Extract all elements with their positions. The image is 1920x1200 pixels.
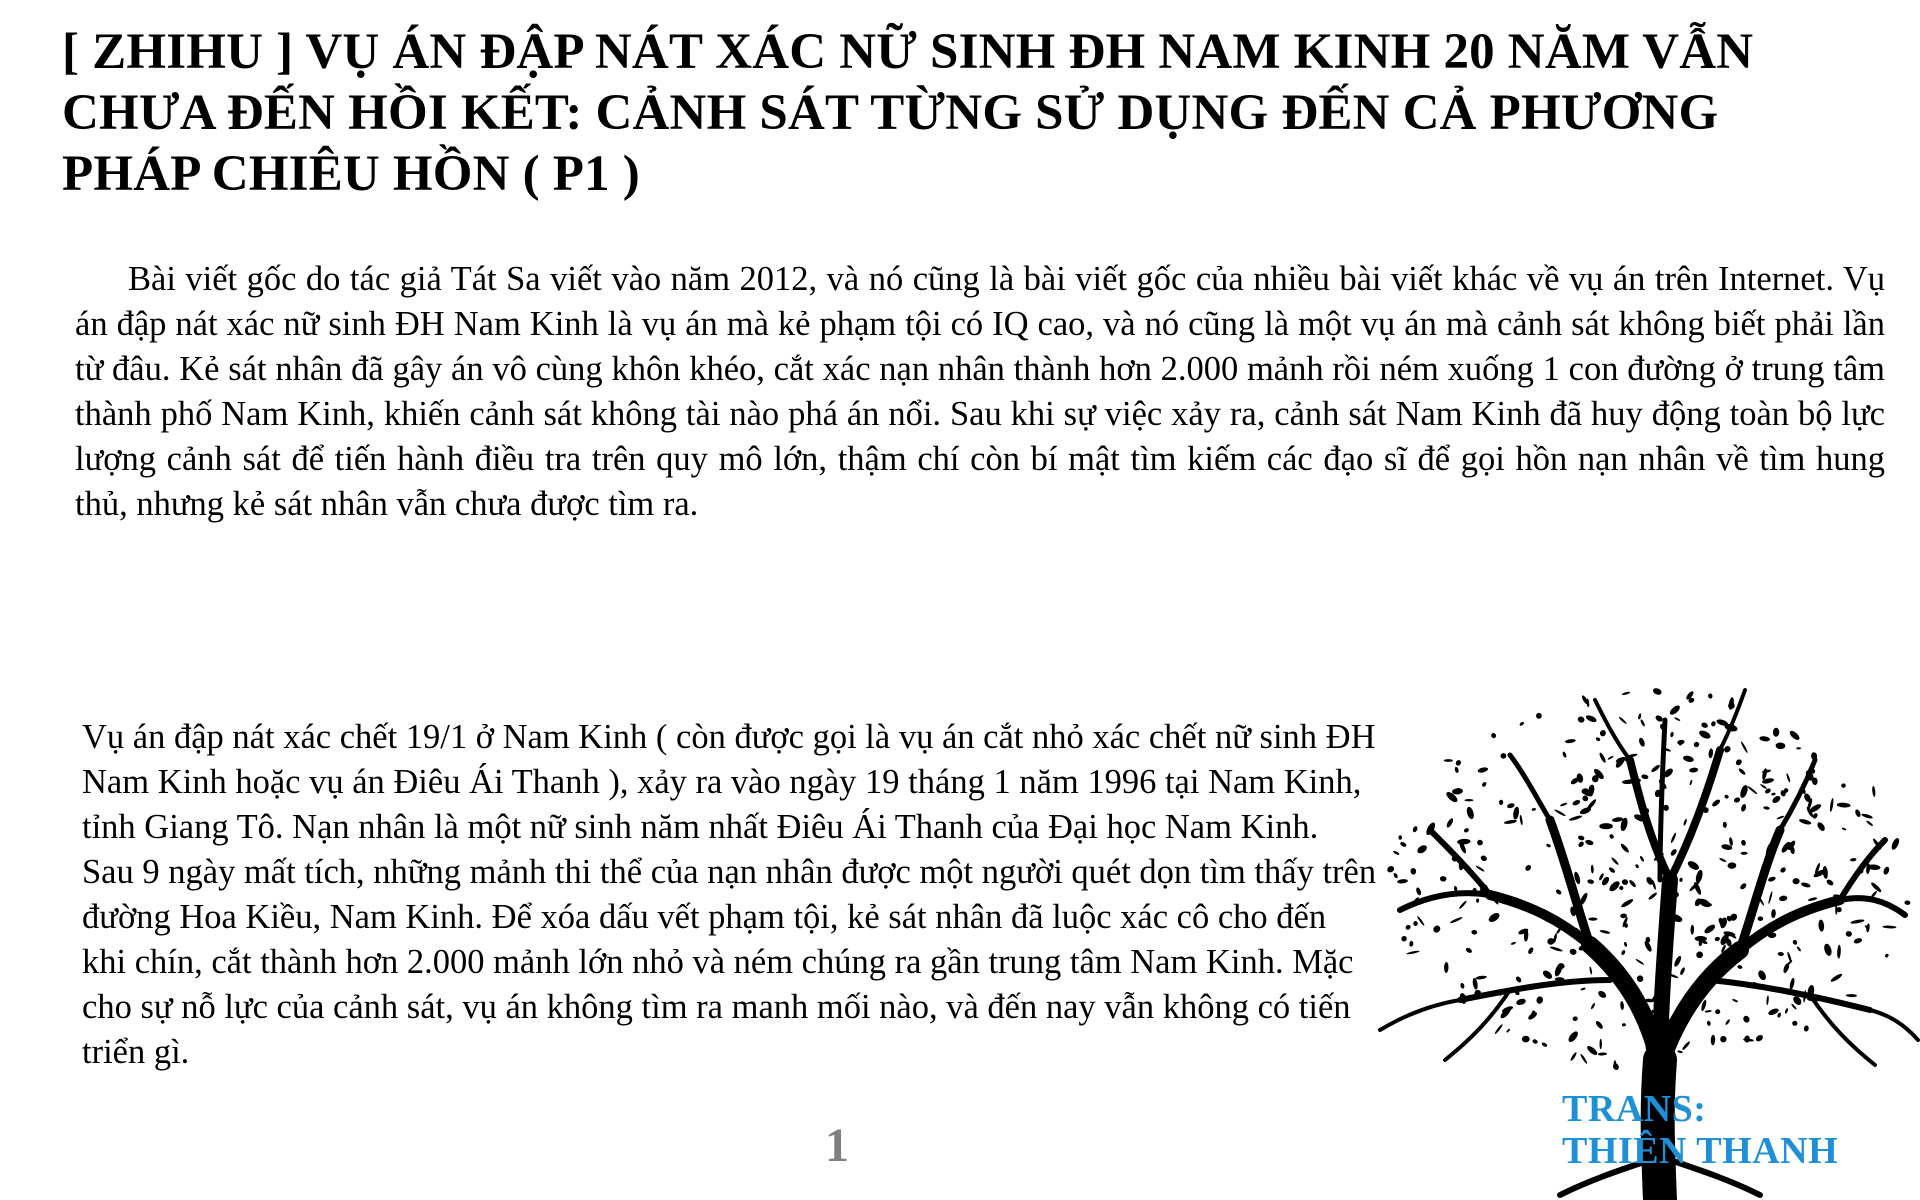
tree-leaf-icon <box>1522 1036 1530 1043</box>
tree-leaf-icon <box>1668 704 1681 717</box>
tree-leaf-icon <box>1444 759 1453 762</box>
tree-leaf-icon <box>1586 1044 1599 1056</box>
tree-leaf-icon <box>1845 931 1852 938</box>
tree-leaf-icon <box>1541 1042 1548 1048</box>
tree-leaf-icon <box>1727 862 1736 869</box>
tree-leaf-icon <box>1801 882 1812 889</box>
tree-leaf-icon <box>1480 854 1488 862</box>
tree-leaf-icon <box>1580 987 1585 990</box>
tree-leaf-icon <box>1475 865 1485 873</box>
tree-leaf-icon <box>1703 923 1717 935</box>
tree-leaf-icon <box>1706 1020 1711 1026</box>
tree-leaf-icon <box>1599 823 1613 829</box>
tree-leaf-icon <box>1670 848 1678 857</box>
page-title: [ ZHIHU ] VỤ ÁN ĐẬP NÁT XÁC NỮ SINH ĐH NAM KINH 20 NĂM VẪN CHƯA ĐẾN HỒI KẾT: CẢNH SÁT TỪNG SỬ DỤNG ĐẾN CẢ PHƯƠNG PHÁP CHIÊU HỒN ( P1 ) <box>62 24 1754 202</box>
tree-leaf-icon <box>1677 1050 1683 1054</box>
tree-leaf-icon <box>1554 809 1566 817</box>
tree-leaf-icon <box>1778 952 1785 957</box>
tree-leaf-icon <box>1416 915 1425 926</box>
tree-leaf-icon <box>1620 843 1630 854</box>
tree-leaf-icon <box>1791 1003 1798 1010</box>
tree-leaf-icon <box>1710 721 1716 727</box>
tree-leaf-icon <box>1450 916 1463 924</box>
tree-leaf-icon <box>1611 857 1620 866</box>
tree-leaf-icon <box>1763 806 1770 810</box>
tree-leaf-icon <box>1696 951 1704 958</box>
tree-leaf-icon <box>1829 798 1834 812</box>
tree-leaf-icon <box>1641 774 1649 780</box>
tree-leaf-icon <box>1639 855 1645 862</box>
tree-leaf-icon <box>1842 827 1847 831</box>
tree-leaf-icon <box>1803 1025 1809 1032</box>
tree-leaf-icon <box>1714 1008 1721 1015</box>
tree-leaf-icon <box>1884 953 1889 958</box>
tree-leaf-icon <box>1494 1024 1503 1035</box>
tree-leaf-icon <box>1506 1028 1511 1033</box>
tree-leaf-icon <box>1882 866 1890 876</box>
tree-leaf-icon <box>1612 1062 1620 1071</box>
tree-leaf-icon <box>1796 946 1801 952</box>
tree-leaf-icon <box>1737 964 1743 969</box>
tree-leaf-icon <box>1506 802 1515 809</box>
tree-leaf-icon <box>1760 783 1768 789</box>
tree-leaf-icon <box>1609 833 1615 839</box>
tree-leaf-icon <box>1740 741 1748 754</box>
tree-leaf-icon <box>1386 865 1395 874</box>
tree-leaf-icon <box>1599 929 1610 934</box>
tree-leaf-icon <box>1792 1021 1798 1027</box>
tree-leaf-icon <box>1393 872 1399 879</box>
tree-leaf-icon <box>1481 781 1487 787</box>
tree-leaf-icon <box>1589 966 1593 974</box>
tree-leaf-icon <box>1719 857 1727 862</box>
tree-leaf-icon <box>1850 858 1857 862</box>
tree-leaf-icon <box>1621 879 1629 886</box>
tree-leaf-icon <box>1628 879 1637 888</box>
watermark-line-2: THIÊN THANH <box>1562 1130 1839 1172</box>
tree-leaf-icon <box>1597 989 1608 999</box>
tree-leaf-icon <box>1569 815 1583 822</box>
tree-leaf-icon <box>1572 799 1581 807</box>
tree-leaf-icon <box>1476 839 1483 846</box>
intro-paragraph: Bài viết gốc do tác giả Tát Sa viết vào năm 2012, và nó cũng là bài viết gốc của nhiều bài viết khác về vụ án trên Internet. Vụ án đập nát xác nữ sinh ĐH Nam Kinh là vụ án mà kẻ phạm tội có IQ cao, và nó cũng là một vụ án mà cảnh sát không biết phải lần từ đâu. Kẻ sát nhân đã gây án vô cùng khôn khéo, cắt xác nạn nhân thành hơn 2.000 mảnh rồi ném xuống 1 con đường ở trung tâm thành phố Nam Kinh, khiến cảnh sát không tài nào phá án nổi. Sau khi sự việc xảy ra, cảnh sát Nam Kinh đã huy động toàn bộ lực lượng cảnh sát để tiến hành điều tra trên quy mô lớn, thậm chí còn bí mật tìm kiếm các đạo sĩ để gọi hồn nạn nhân về tìm hung thủ, nhưng kẻ sát nhân vẫn chưa được tìm ra. <box>75 260 1885 523</box>
tree-leaf-icon <box>1499 800 1504 805</box>
tree-leaf-icon <box>1635 864 1640 869</box>
tree-leaf-icon <box>1458 900 1467 910</box>
tree-leaf-icon <box>1549 946 1563 953</box>
tree-leaf-icon <box>1595 737 1601 742</box>
tree-leaf-icon <box>1773 728 1780 737</box>
tree-leaf-icon <box>1779 866 1787 873</box>
tree-leaf-icon <box>1788 729 1801 741</box>
tree-leaf-icon <box>1725 1019 1731 1026</box>
tree-leaf-icon <box>1577 840 1585 848</box>
tree-leaf-icon <box>1410 868 1416 875</box>
body-paragraph: Vụ án đập nát xác chết 19/1 ở Nam Kinh ( còn được gọi là vụ án cắt nhỏ xác chết nữ sinh ĐH Nam Kinh hoặc vụ án Điêu Ái Thanh ), xảy ra vào ngày 19 tháng 1 năm 1996 tại Nam Kinh, tỉnh Giang Tô. Nạn nhân là một nữ sinh năm nhất Điêu Ái Thanh của Đại học Nam Kinh. Sau 9 ngày mất tích, những mảnh thi thể của nạn nhân được một người quét dọn tìm thấy trên đường Hoa Kiều, Nam Kinh. Để xóa dấu vết phạm tội, kẻ sát nhân đã luộc xác cô cho đến khi chín, cắt thành hơn 2.000 mảnh lớn nhỏ và ném chúng ra gần trung tâm Nam Kinh. Mặc cho sự nỗ lực của cảnh sát, vụ án không tìm ra manh mối nào, và đến nay vẫn không có tiến triển gì. <box>82 718 1377 1071</box>
tree-leaf-icon <box>1570 1052 1578 1062</box>
tree-leaf-icon <box>1690 925 1694 935</box>
tree-leaf-icon <box>1405 924 1412 931</box>
tree-leaf-icon <box>1638 713 1642 720</box>
tree-leaf-icon <box>1757 969 1768 981</box>
tree-leaf-icon <box>1463 827 1470 833</box>
tree-leaf-icon <box>1536 713 1542 719</box>
tree-leaf-icon <box>1409 941 1414 947</box>
tree-leaf-icon <box>1532 1038 1539 1044</box>
tree-leaf-icon <box>1732 998 1739 1003</box>
tree-leaf-icon <box>1648 892 1658 901</box>
tree-leaf-icon <box>1500 753 1506 759</box>
tree-leaf-icon <box>1412 825 1419 833</box>
tree-leaf-icon <box>1787 951 1793 963</box>
tree-leaf-icon <box>1761 768 1767 781</box>
tree-leaf-icon <box>1636 975 1644 983</box>
tree-leaf-icon <box>1510 941 1516 945</box>
tree-leaf-icon <box>1695 869 1704 884</box>
tree-leaf-icon <box>1823 943 1833 957</box>
tree-leaf-icon <box>1693 741 1701 748</box>
tree-leaf-icon <box>1861 813 1873 820</box>
tree-leaf-icon <box>1771 792 1776 796</box>
tree-leaf-icon <box>1618 716 1627 724</box>
tree-leaf-icon <box>1808 897 1818 902</box>
tree-leaf-icon <box>1477 766 1488 773</box>
tree-leaf-icon <box>1747 786 1758 795</box>
tree-leaf-icon <box>1759 736 1770 742</box>
tree-leaf-icon <box>1623 941 1627 947</box>
tree-leaf-icon <box>1452 788 1464 795</box>
tree-leaf-icon <box>1598 1052 1607 1055</box>
tree-leaf-icon <box>1565 738 1576 743</box>
tree-leaf-icon <box>1585 714 1598 724</box>
tree-leaf-icon <box>1621 949 1626 955</box>
tree-leaf-icon <box>1393 850 1400 855</box>
tree-leaf-icon <box>1599 729 1607 737</box>
tree-leaf-icon <box>1904 900 1910 905</box>
tree-leaf-icon <box>1711 1035 1716 1046</box>
tree-leaf-icon <box>1729 837 1734 846</box>
tree-leaf-icon <box>1816 821 1826 832</box>
tree-leaf-icon <box>1504 819 1518 824</box>
tree-leaf-icon <box>1674 717 1681 722</box>
tree-leaf-icon <box>1670 731 1674 737</box>
tree-leaf-icon <box>1882 925 1896 929</box>
tree-leaf-icon <box>1789 977 1796 990</box>
tree-leaf-icon <box>1740 839 1746 846</box>
tree-leaf-icon <box>1569 948 1578 956</box>
tree-leaf-icon <box>1635 958 1644 965</box>
tree-leaf-icon <box>1673 955 1682 968</box>
tree-leaf-icon <box>1622 1023 1626 1027</box>
tree-leaf-icon <box>1779 895 1788 902</box>
tree-leaf-icon <box>1562 751 1567 758</box>
tree-leaf-icon <box>1677 739 1685 745</box>
tree-leaf-icon <box>1598 752 1606 764</box>
tree-leaf-icon <box>1472 978 1479 990</box>
tree-leaf-icon <box>1580 1053 1588 1064</box>
tree-leaf-icon <box>1465 799 1474 801</box>
tree-leaf-icon <box>1471 930 1477 935</box>
tree-leaf-icon <box>1837 945 1841 959</box>
tree-leaf-icon <box>1531 808 1536 812</box>
tree-leaf-icon <box>1595 1020 1604 1030</box>
tree-leaf-icon <box>1738 767 1746 775</box>
tree-leaf-icon <box>1415 887 1422 896</box>
tree-leaf-icon <box>1704 1010 1711 1013</box>
tree-leaf-icon <box>1399 841 1407 848</box>
tree-leaf-icon <box>1536 996 1544 1005</box>
tree-leaf-icon <box>1872 786 1876 797</box>
tree-leaf-icon <box>1670 832 1677 843</box>
tree-leaf-icon <box>1444 962 1449 973</box>
tree-leaf-icon <box>1728 697 1735 710</box>
tree-leaf-icon <box>1591 865 1594 874</box>
tree-leaf-icon <box>1460 983 1465 990</box>
tree-leaf-icon <box>1560 802 1568 807</box>
tree-leaf-icon <box>1767 876 1776 883</box>
tree-leaf-icon <box>1679 877 1683 882</box>
tree-leaf-icon <box>1621 691 1630 696</box>
tree-leaf-icon <box>1698 729 1712 740</box>
tree-leaf-icon <box>1465 806 1475 820</box>
tree-leaf-icon <box>1689 780 1693 786</box>
tree-leaf-icon <box>1853 937 1863 944</box>
tree-leaf-icon <box>1776 815 1784 820</box>
tree-leaf-icon <box>1524 864 1532 872</box>
tree-leaf-icon <box>1406 950 1420 955</box>
tree-leaf-icon <box>1768 891 1773 904</box>
tree-leaf-icon <box>1714 936 1720 942</box>
tree-leaf-icon <box>1771 795 1782 805</box>
tree-leaf-icon <box>1465 947 1473 954</box>
tree-leaf-icon <box>1490 732 1497 739</box>
tree-leaf-icon <box>1735 758 1743 766</box>
tree-leaf-icon <box>1476 899 1479 903</box>
tree-leaf-icon <box>1784 1008 1788 1014</box>
tree-leaf-icon <box>1733 796 1741 803</box>
tree-leaf-icon <box>1708 748 1713 758</box>
tree-leaf-icon <box>1572 1016 1579 1022</box>
tree-leaf-icon <box>1771 909 1776 918</box>
tree-leaf-icon <box>1608 880 1622 894</box>
tree-leaf-icon <box>1587 879 1595 885</box>
tree-leaf-icon <box>1830 973 1843 983</box>
tree-leaf-icon <box>1455 759 1462 766</box>
tree-leaf-icon <box>1416 844 1429 855</box>
tree-leaf-icon <box>1440 876 1447 882</box>
tree-leaf-icon <box>1758 916 1764 921</box>
tree-leaf-icon <box>1512 806 1520 820</box>
tree-leaf-icon <box>1840 783 1846 789</box>
tree-leaf-icon <box>1719 1035 1728 1044</box>
tree-leaf-icon <box>1519 815 1523 826</box>
tree-leaf-icon <box>1608 866 1616 873</box>
tree-leaf-icon <box>1766 995 1769 1005</box>
tree-leaf-icon <box>1577 715 1586 723</box>
page-number: 1 <box>825 1119 849 1172</box>
tree-leaf-icon <box>1777 1012 1782 1018</box>
tree-leaf-icon <box>1607 755 1614 760</box>
tree-leaf-icon <box>1866 820 1874 827</box>
tree-leaf-icon <box>1711 798 1721 807</box>
tree-leaf-icon <box>1755 1034 1764 1043</box>
tree-leaf-icon <box>1445 817 1454 828</box>
tree-leaf-icon <box>1527 947 1534 955</box>
tree-leaf-icon <box>1454 766 1459 773</box>
tree-leaf-icon <box>1775 742 1785 749</box>
tree-leaf-icon <box>1739 784 1749 799</box>
tree-leaf-icon <box>1515 998 1526 1006</box>
tree-leaf-icon <box>1620 913 1627 918</box>
tree-leaf-icon <box>1413 921 1419 927</box>
tree-leaf-icon <box>1682 755 1694 763</box>
tree-leaf-icon <box>1640 719 1646 727</box>
tree-leaf-icon <box>1799 818 1812 826</box>
tree-leaf-icon <box>1457 838 1471 845</box>
tree-leaf-icon <box>1638 737 1646 747</box>
tree-leaf-icon <box>1850 919 1864 925</box>
tree-leaf-icon <box>1588 917 1597 920</box>
tree-leaf-icon <box>1652 687 1663 696</box>
tree-leaf-icon <box>1397 879 1408 884</box>
tree-leaf-icon <box>1837 802 1851 808</box>
tree-leaf-icon <box>1742 1015 1751 1024</box>
tree-leaf-icon <box>1400 935 1408 943</box>
tree-leaf-icon <box>1700 722 1708 729</box>
tree-leaf-icon <box>1826 878 1835 886</box>
tree-leaf-icon <box>1519 721 1525 726</box>
tree-leaf-icon <box>1600 1039 1602 1050</box>
tree-leaf-icon <box>1683 819 1688 826</box>
tree-leaf-icon <box>1546 843 1551 848</box>
tree-leaf-icon <box>1723 822 1727 828</box>
tree-leaf-icon <box>1724 794 1729 799</box>
tree-leaf-icon <box>1890 837 1901 851</box>
tree-leaf-icon <box>1679 967 1686 976</box>
tree-leaf-icon <box>1590 1002 1596 1009</box>
tree-leaf-icon <box>1577 835 1585 841</box>
tree-leaf-icon <box>1620 898 1634 909</box>
tree-leaf-icon <box>1739 882 1747 890</box>
tree-leaf-icon <box>1567 1030 1580 1044</box>
translator-watermark <box>1562 1088 1838 1172</box>
watermark-line-1: TRANS: <box>1562 1088 1707 1130</box>
tree-leaf-icon <box>1786 773 1791 783</box>
tree-leaf-icon <box>1475 975 1487 980</box>
tree-leaf-icon <box>1487 911 1501 924</box>
tree-leaf-icon <box>1681 1041 1690 1051</box>
tree-leaf-icon <box>1515 975 1523 983</box>
tree-leaf-icon <box>1741 852 1748 855</box>
tree-leaf-icon <box>1792 878 1800 885</box>
tree-leaf-icon <box>1650 764 1661 774</box>
tree-leaf-icon <box>1541 969 1553 981</box>
tree-leaf-icon <box>1398 835 1402 840</box>
tree-leaf-icon <box>1686 859 1700 871</box>
tree-leaf-icon <box>1740 803 1747 812</box>
tree-leaf-icon <box>1432 924 1442 934</box>
tree-leaf-icon <box>1585 839 1594 846</box>
tree-leaf-icon <box>1708 693 1713 699</box>
tree-leaf-icon <box>1818 919 1825 931</box>
tree-leaf-icon <box>1854 809 1861 818</box>
tree-leaf-icon <box>1618 885 1624 891</box>
tree-leaf-icon <box>1689 767 1699 773</box>
tree-leaf-icon <box>1620 1001 1624 1010</box>
tree-leaf-icon <box>1846 994 1857 997</box>
tree-leaf-icon <box>1555 888 1562 895</box>
tree-leaf-icon <box>1796 747 1801 749</box>
tree-leaf-icon <box>1792 939 1798 945</box>
